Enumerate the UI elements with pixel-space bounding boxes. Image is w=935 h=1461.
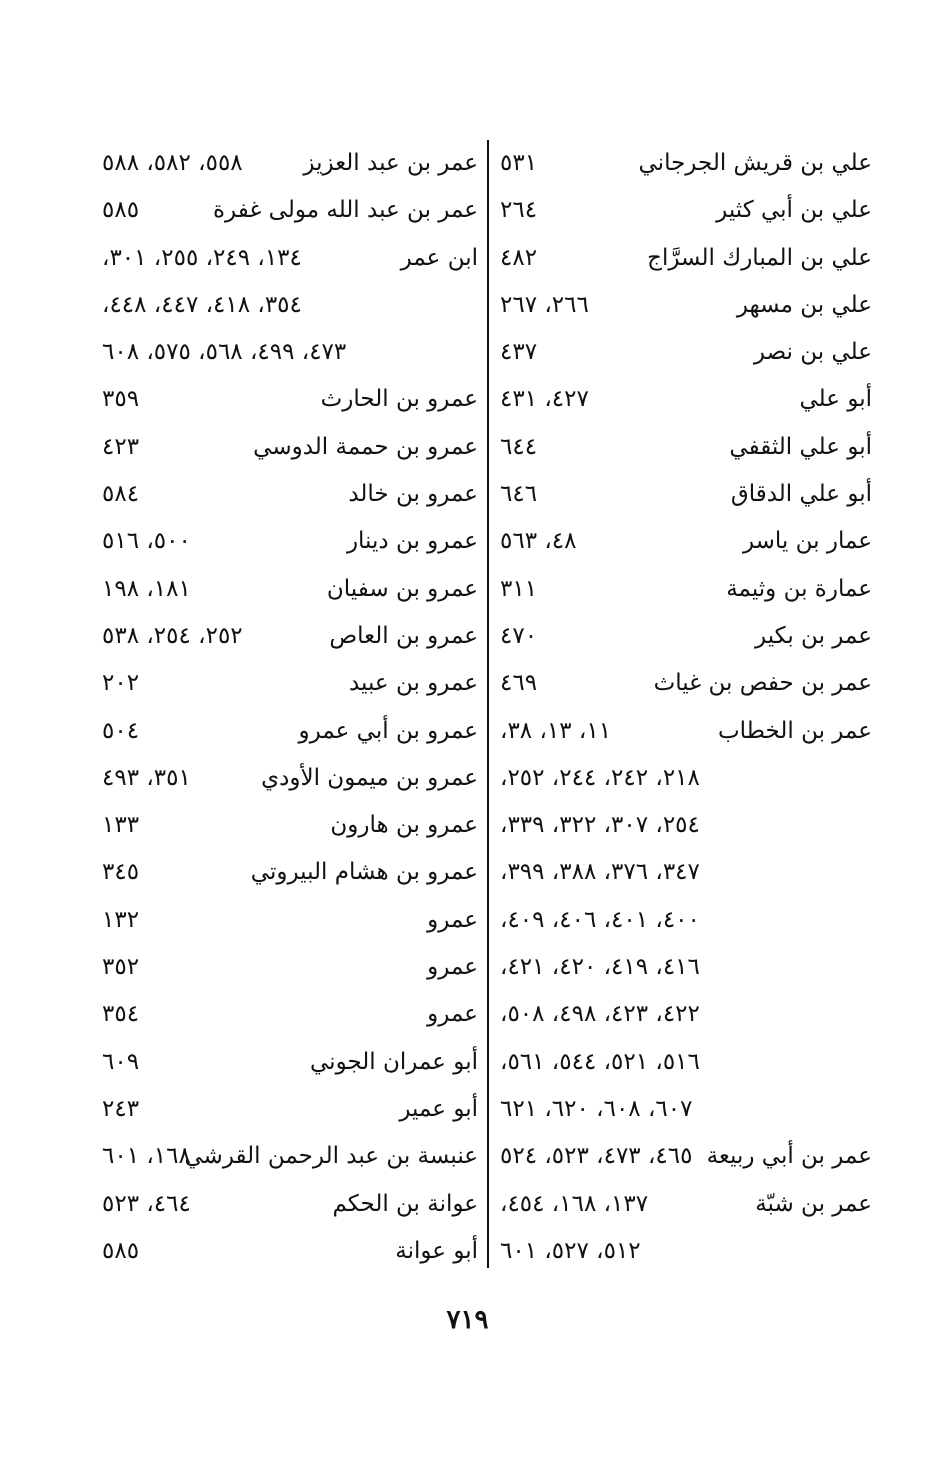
entry-name: عنبسة بن عبد الرحمن القرشي	[184, 1143, 478, 1170]
entry-name: ابن عمر	[400, 244, 478, 271]
entry-name: أبو عمران الجوني	[310, 1048, 478, 1075]
index-row	[100, 613, 484, 660]
entry-pages: ٢٥٤، ٣٠٧، ٣٢٢، ٣٣٩،	[500, 812, 700, 839]
index-row	[100, 1228, 484, 1275]
entry-pages: ٥٣١	[500, 150, 538, 176]
entry-name: عمرو بن ميمون الأودي	[261, 764, 478, 791]
index-row	[100, 1039, 484, 1086]
index-row	[492, 518, 880, 565]
entry-pages: ٥٨٥	[102, 1237, 140, 1264]
index-row	[492, 187, 880, 234]
entry-pages: ٥٠٤	[102, 717, 140, 744]
index-row	[492, 755, 880, 802]
index-column-right	[492, 140, 880, 1275]
entry-pages: ٣١١	[500, 575, 538, 602]
index-row	[100, 235, 484, 282]
entry-pages: ٣٥٩	[102, 386, 140, 413]
entry-pages: ٣٤٧، ٣٧٦، ٣٨٨، ٣٩٩،	[500, 859, 700, 886]
column-divider	[487, 140, 489, 1268]
entry-name: عمرو بن هارون	[330, 812, 478, 839]
entry-pages: ٤٦٩	[500, 670, 538, 697]
index-row	[492, 802, 880, 849]
index-row	[492, 424, 880, 471]
entry-pages: ٤٨، ٥٦٣	[500, 528, 577, 555]
entry-name: أبو علي	[799, 386, 872, 413]
entry-name: عمرو بن حممة الدوسي	[253, 433, 478, 460]
entry-pages: ٢٦٤	[500, 197, 538, 224]
entry-pages: ١٣٤، ٢٤٩، ٢٥٥، ٣٠١،	[102, 244, 302, 271]
index-row	[100, 376, 484, 423]
entry-name: عمرو بن خالد	[348, 481, 478, 508]
entry-pages: ١٦٨، ٦٠١	[102, 1143, 191, 1170]
index-row	[100, 329, 484, 376]
entry-pages: ٥٨٥	[102, 197, 140, 224]
page-number: ٧١٩	[446, 1305, 489, 1335]
entry-pages: ١٣٣	[102, 812, 140, 839]
index-row	[100, 897, 484, 944]
index-row	[492, 329, 880, 376]
entry-name: عمرو	[427, 954, 478, 981]
entry-pages: ٥٨٤	[102, 481, 140, 508]
entry-name: أبو علي الثقفي	[729, 433, 872, 460]
entry-name: عمر بن الخطاب	[717, 717, 872, 744]
entry-name: علي بن المبارك السرَّاج	[647, 244, 872, 271]
entry-pages: ٤٦٤، ٥٢٣	[102, 1190, 191, 1217]
entry-name: عمرو بن العاص	[329, 622, 478, 649]
entry-pages: ٢٤٣	[102, 1095, 140, 1122]
entry-name: عمرو بن الحارث	[320, 386, 478, 413]
entry-name: عمر بن عبد العزيز	[303, 150, 478, 176]
entry-pages: ٣٥٤	[102, 1001, 140, 1028]
entry-pages: ٣٤٥	[102, 859, 140, 886]
index-row	[100, 187, 484, 234]
index-row	[492, 1133, 880, 1180]
entry-pages: ٤٢٢، ٤٢٣، ٤٩٨، ٥٠٨،	[500, 1001, 700, 1028]
index-row	[492, 471, 880, 518]
entry-pages: ١٣٢	[102, 906, 140, 933]
index-row	[100, 518, 484, 565]
entry-pages: ٦٠٧، ٦٠٨، ٦٢٠، ٦٢١	[500, 1095, 693, 1122]
index-row	[492, 235, 880, 282]
index-row	[100, 755, 484, 802]
entry-name: عمر بن حفص بن غياث	[653, 670, 872, 697]
entry-pages: ١٣٧، ١٦٨، ٤٥٤،	[500, 1190, 649, 1217]
index-row	[492, 566, 880, 613]
index-row	[492, 376, 880, 423]
entry-pages: ١١، ١٣، ٣٨،	[500, 717, 612, 744]
entry-pages: ٢٦٦، ٢٦٧	[500, 291, 589, 318]
entry-pages: ٣٥١، ٤٩٣	[102, 764, 191, 791]
entry-pages: ٤١٦، ٤١٩، ٤٢٠، ٤٢١،	[500, 954, 700, 981]
index-row	[100, 471, 484, 518]
entry-name: عمار بن ياسر	[742, 528, 872, 555]
entry-name: عمر بن عبد الله مولى غفرة	[212, 197, 478, 224]
index-row	[492, 1039, 880, 1086]
entry-name: عمرو بن أبي عمرو	[298, 717, 478, 744]
entry-name: علي بن نصر	[753, 339, 872, 366]
entry-name: عمر بن شبّة	[755, 1190, 872, 1217]
index-row	[100, 1133, 484, 1180]
entry-pages: ٤٨٢	[500, 244, 538, 271]
entry-pages: ٣٥٤، ٤١٨، ٤٤٧، ٤٤٨،	[102, 291, 302, 318]
entry-pages: ٤٦٥، ٤٧٣، ٥٢٣، ٥٢٤	[500, 1143, 693, 1170]
entry-pages: ٥٠٠، ٥١٦	[102, 528, 191, 555]
index-row	[492, 944, 880, 991]
index-row	[100, 140, 484, 187]
entry-name: عمر بن أبي ربيعة	[706, 1143, 872, 1170]
index-row	[100, 424, 484, 471]
entry-pages: ٤٧٠	[500, 622, 538, 649]
entry-name: عمرو بن عبيد	[348, 670, 478, 697]
entry-pages: ٢٥٢، ٢٥٤، ٥٣٨	[102, 622, 243, 649]
index-row	[100, 802, 484, 849]
entry-name: عمرو بن دينار	[346, 528, 478, 555]
index-row	[100, 282, 484, 329]
index-row	[100, 660, 484, 707]
index-row	[492, 991, 880, 1038]
index-row	[492, 660, 880, 707]
index-row	[100, 1086, 484, 1133]
entry-name: عمرو بن سفيان	[326, 575, 478, 602]
entry-name: أبو علي الدقاق	[730, 481, 872, 508]
entry-name: علي بن مسهر	[736, 291, 872, 318]
index-row	[100, 1181, 484, 1228]
index-column-left	[100, 140, 484, 1275]
entry-pages: ٢١٨، ٢٤٢، ٢٤٤، ٢٥٢،	[500, 764, 700, 791]
entry-pages: ٥١٦، ٥٢١، ٥٤٤، ٥٦١،	[500, 1048, 700, 1075]
index-row	[100, 708, 484, 755]
index-row	[492, 1086, 880, 1133]
entry-pages: ٣٥٢	[102, 954, 140, 981]
entry-pages: ٦٤٦	[500, 481, 538, 508]
entry-name: عمر بن بكير	[755, 622, 872, 649]
index-row	[492, 140, 880, 187]
index-row	[100, 566, 484, 613]
index-row	[100, 849, 484, 896]
entry-name: أبو عوانة	[395, 1237, 478, 1264]
entry-pages: ٤٣٧	[500, 339, 538, 366]
entry-name: عمرو بن هشام البيروتي	[250, 859, 478, 886]
index-row	[492, 282, 880, 329]
index-row	[100, 944, 484, 991]
index-row	[492, 897, 880, 944]
entry-name: علي بن قريش الجرجاني	[638, 150, 872, 176]
entry-pages: ٢٠٢	[102, 670, 140, 697]
entry-pages: ١٨١، ١٩٨	[102, 575, 191, 602]
index-row	[100, 991, 484, 1038]
entry-pages: ٤٠٠، ٤٠١، ٤٠٦، ٤٠٩،	[500, 906, 700, 933]
entry-pages: ٤٧٣، ٤٩٩، ٥٦٨، ٥٧٥، ٦٠٨	[102, 339, 347, 366]
index-row	[492, 708, 880, 755]
entry-name: عوانة بن الحكم	[332, 1190, 478, 1217]
entry-pages: ٦٤٤	[500, 433, 538, 460]
entry-name: عمرو	[427, 1001, 478, 1028]
entry-name: علي بن أبي كثير	[716, 197, 872, 224]
entry-pages: ٥٥٨، ٥٨٢، ٥٨٨	[102, 150, 243, 176]
entry-pages: ٤٢٧، ٤٣١	[500, 386, 589, 413]
entry-name: عمرو	[427, 906, 478, 933]
entry-name: أبو عمير	[399, 1095, 478, 1122]
index-row	[492, 1181, 880, 1228]
entry-pages: ٥١٢، ٥٢٧، ٦٠١	[500, 1237, 641, 1264]
index-row	[492, 613, 880, 660]
entry-pages: ٦٠٩	[102, 1048, 140, 1075]
index-row	[492, 849, 880, 896]
entry-pages: ٤٢٣	[102, 433, 140, 460]
entry-name: عمارة بن وثيمة	[726, 575, 872, 602]
index-row	[492, 1228, 880, 1275]
